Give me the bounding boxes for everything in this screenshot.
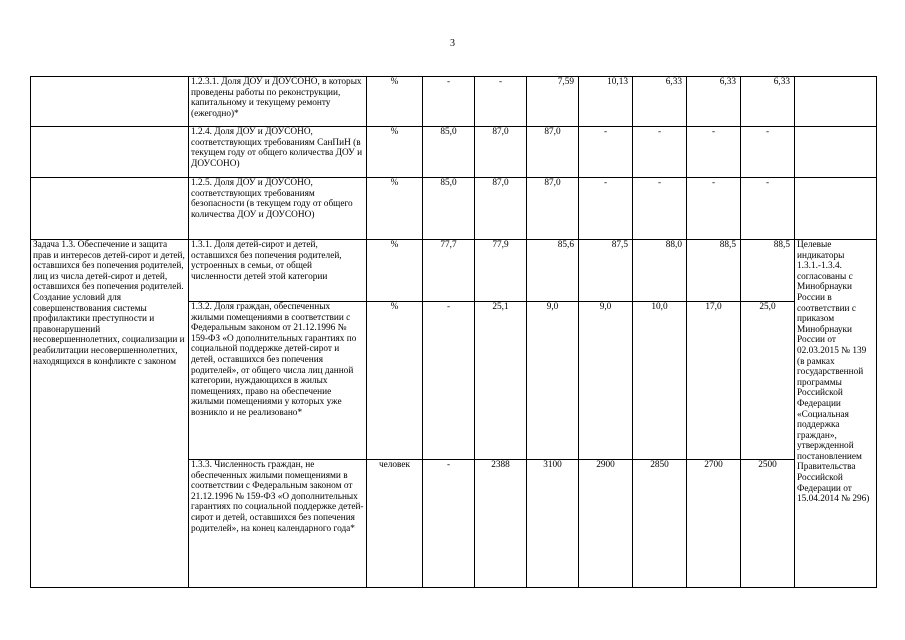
value-cell: 6,33 <box>687 77 741 127</box>
note-cell: Целевые индикаторы 1.3.1.-1.3.4. согласованы с Минобрнауки России в соответствии с приказом Минобрнауки России от 02.03.2015 № 139 (в рамках государственной программы Российской Федерации «Социальная поддержка граждан», утвержденной постановлением Правительства Российской Федерации от 15.04.2014 № 296) <box>795 240 877 588</box>
value-cell: 2850 <box>633 460 687 588</box>
task-cell-empty <box>31 178 189 240</box>
page-number: 3 <box>450 38 455 49</box>
value-cell: 10,0 <box>633 302 687 460</box>
indicator-cell: 1.2.5. Доля ДОУ и ДОУСОНО, соответствующих требованиям безопасности (в текущем году от общего количества ДОУ и ДОУСОНО) <box>189 178 367 240</box>
value-cell: - <box>475 77 527 127</box>
value-cell: 6,33 <box>633 77 687 127</box>
value-cell: 88,5 <box>741 240 795 302</box>
table-row <box>31 127 877 178</box>
value-cell: 85,0 <box>423 127 475 178</box>
value-cell: 3100 <box>527 460 579 588</box>
value-cell: 9,0 <box>527 302 579 460</box>
value-cell: 88,5 <box>687 240 741 302</box>
value-cell: 2388 <box>475 460 527 588</box>
table-row <box>31 77 877 127</box>
value-cell: 25,0 <box>741 302 795 460</box>
value-cell: - <box>423 302 475 460</box>
table-row <box>31 240 877 302</box>
table-row <box>31 178 877 240</box>
value-cell: 9,0 <box>579 302 633 460</box>
task-cell-empty <box>31 77 189 127</box>
task-cell-empty <box>31 127 189 178</box>
value-cell: 7,59 <box>527 77 579 127</box>
value-cell: - <box>579 178 633 240</box>
note-cell-empty <box>795 127 877 178</box>
value-cell: 87,0 <box>475 127 527 178</box>
value-cell: - <box>423 77 475 127</box>
indicator-cell: 1.3.2. Доля граждан, обеспеченных жилыми помещениями в соответствии с Федеральным законом от 21.12.1996 № 159-ФЗ «О дополнительных гарантиях по социальной поддержке детей-сирот и детей, оставшихся без попечения родителей», от общего числа лиц данной категории, нуждающихся в жилых помещениях, право на обеспечение жилыми помещениями у которых уже возникло и не реализовано* <box>189 302 367 460</box>
value-cell: - <box>687 127 741 178</box>
indicator-cell: 1.2.3.1. Доля ДОУ и ДОУСОНО, в которых проведены работы по реконструкции, капитальному и текущему ремонту (ежегодно)* <box>189 77 367 127</box>
indicator-cell: 1.3.1. Доля детей-сирот и детей, оставшихся без попечения родителей, устроенных в семьи, от общей численности детей этой категории <box>189 240 367 302</box>
task-cell: Задача 1.3. Обеспечение и защита прав и интересов детей-сирот и детей, оставшихся без попечения родителей, лиц из числа детей-сирот и детей, оставшихся без попечения родителей. Создание условий для совершенствования системы профилактики преступности и правонарушений несовершеннолетних, социализации и реабилитации несовершеннолетних, находящихся в конфликте с законом <box>31 240 189 588</box>
value-cell: 77,7 <box>423 240 475 302</box>
value-cell: 88,0 <box>633 240 687 302</box>
value-cell: - <box>633 178 687 240</box>
value-cell: 87,5 <box>579 240 633 302</box>
value-cell: 87,0 <box>475 178 527 240</box>
unit-cell: % <box>367 127 423 178</box>
value-cell: - <box>579 127 633 178</box>
value-cell: 85,6 <box>527 240 579 302</box>
value-cell: 87,0 <box>527 127 579 178</box>
unit-cell: человек <box>367 460 423 588</box>
unit-cell: % <box>367 77 423 127</box>
note-cell-empty <box>795 178 877 240</box>
value-cell: 10,13 <box>579 77 633 127</box>
value-cell: 2900 <box>579 460 633 588</box>
indicator-cell: 1.3.3. Численность граждан, не обеспеченных жилыми помещениями в соответствии с Федеральным законом от 21.12.1996 № 159-ФЗ «О дополнительных гарантиях по социальной поддержке детей-сирот и детей, оставшихся без попечения родителей», на конец календарного года* <box>189 460 367 588</box>
indicator-cell: 1.2.4. Доля ДОУ и ДОУСОНО, соответствующих требованиям СанПиН (в текущем году от общего количества ДОУ и ДОУСОНО) <box>189 127 367 178</box>
value-cell: - <box>423 460 475 588</box>
value-cell: 87,0 <box>527 178 579 240</box>
value-cell: 17,0 <box>687 302 741 460</box>
value-cell: - <box>687 178 741 240</box>
value-cell: - <box>741 127 795 178</box>
value-cell: 2700 <box>687 460 741 588</box>
unit-cell: % <box>367 302 423 460</box>
unit-cell: % <box>367 240 423 302</box>
value-cell: 77,9 <box>475 240 527 302</box>
note-cell-empty <box>795 77 877 127</box>
value-cell: - <box>741 178 795 240</box>
value-cell: 2500 <box>741 460 795 588</box>
unit-cell: % <box>367 178 423 240</box>
value-cell: 25,1 <box>475 302 527 460</box>
value-cell: 85,0 <box>423 178 475 240</box>
indicators-table <box>30 76 877 588</box>
value-cell: 6,33 <box>741 77 795 127</box>
value-cell: - <box>633 127 687 178</box>
